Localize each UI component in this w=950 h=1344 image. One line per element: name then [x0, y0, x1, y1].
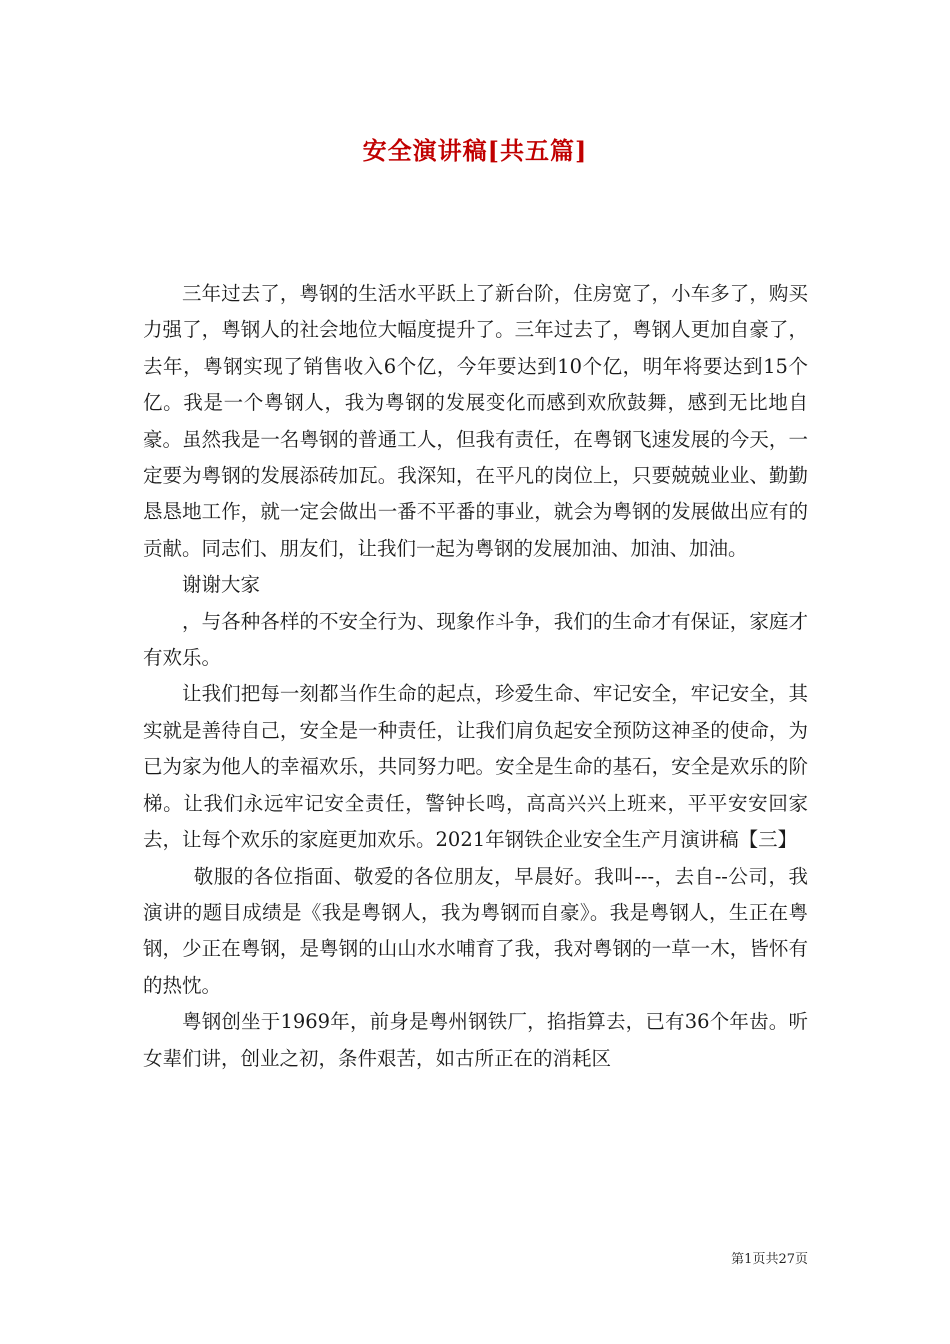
paragraph: 让我们把每一刻都当作生命的起点，珍爱生命、牢记安全，牢记安全，其实就是善待自己，安全是一种责任，让我们肩负起安全预防这神圣的使命，为已为家为他人的幸福欢乐，共同努力吧。安全是生命的基石，安全是欢乐的阶梯。让我们永远牢记安全责任，警钟长鸣，高高兴兴上班来，平平安安回家去，让每个欢乐的家庭更加欢乐。2021年钢铁企业安全生产月演讲稿【三】 — [143, 682, 808, 852]
page-number: 第1页共27页 — [731, 1252, 808, 1267]
paragraph: 三年过去了，粤钢的生活水平跃上了新台阶，住房宽了，小车多了，购买力强了，粤钢人的社会地位大幅度提升了。三年过去了，粤钢人更加自豪了，去年，粤钢实现了销售收入6个亿，今年要达到10个亿，明年将要达到15个亿。我是一个粤钢人，我为粤钢的发展变化而感到欢欣鼓舞，感到无比地自豪。虽然我是一名粤钢的普通工人，但我有责任，在粤钢飞速发展的今天，一定要为粤钢的发展添砖加瓦。我深知，在平凡的岗位上，只要兢兢业业、勤勤恳恳地工作，就一定会做出一番不平番的事业，就会为粤钢的发展做出应有的贡献。同志们、朋友们，让我们一起为粤钢的发展加油、加油、加油。 — [143, 282, 808, 560]
paragraph: ，与各种各样的不安全行为、现象作斗争，我们的生命才有保证，家庭才有欢乐。 — [143, 609, 808, 670]
document-body — [143, 276, 808, 1077]
document-title: 安全演讲稿[共五篇] — [362, 136, 588, 165]
paragraph: 谢谢大家 — [182, 573, 261, 597]
paragraph: 粤钢创坐于1969年，前身是粤州钢铁厂，掐指算去，已有36个年齿。听女辈们讲，创业之初，条件艰苦，如古所正在的消耗区 — [143, 1010, 808, 1070]
paragraph: 敬服的各位指面、敬爱的各位朋友，早晨好。我叫---，去自--公司，我演讲的题目成绩是《我是粤钢人，我为粤钢而自豪》。我是粤钢人，生正在粤钢，少正在粤钢，是粤钢的山山水水哺育了我，我对粤钢的一草一木，皆怀有的热忱。 — [143, 864, 808, 997]
